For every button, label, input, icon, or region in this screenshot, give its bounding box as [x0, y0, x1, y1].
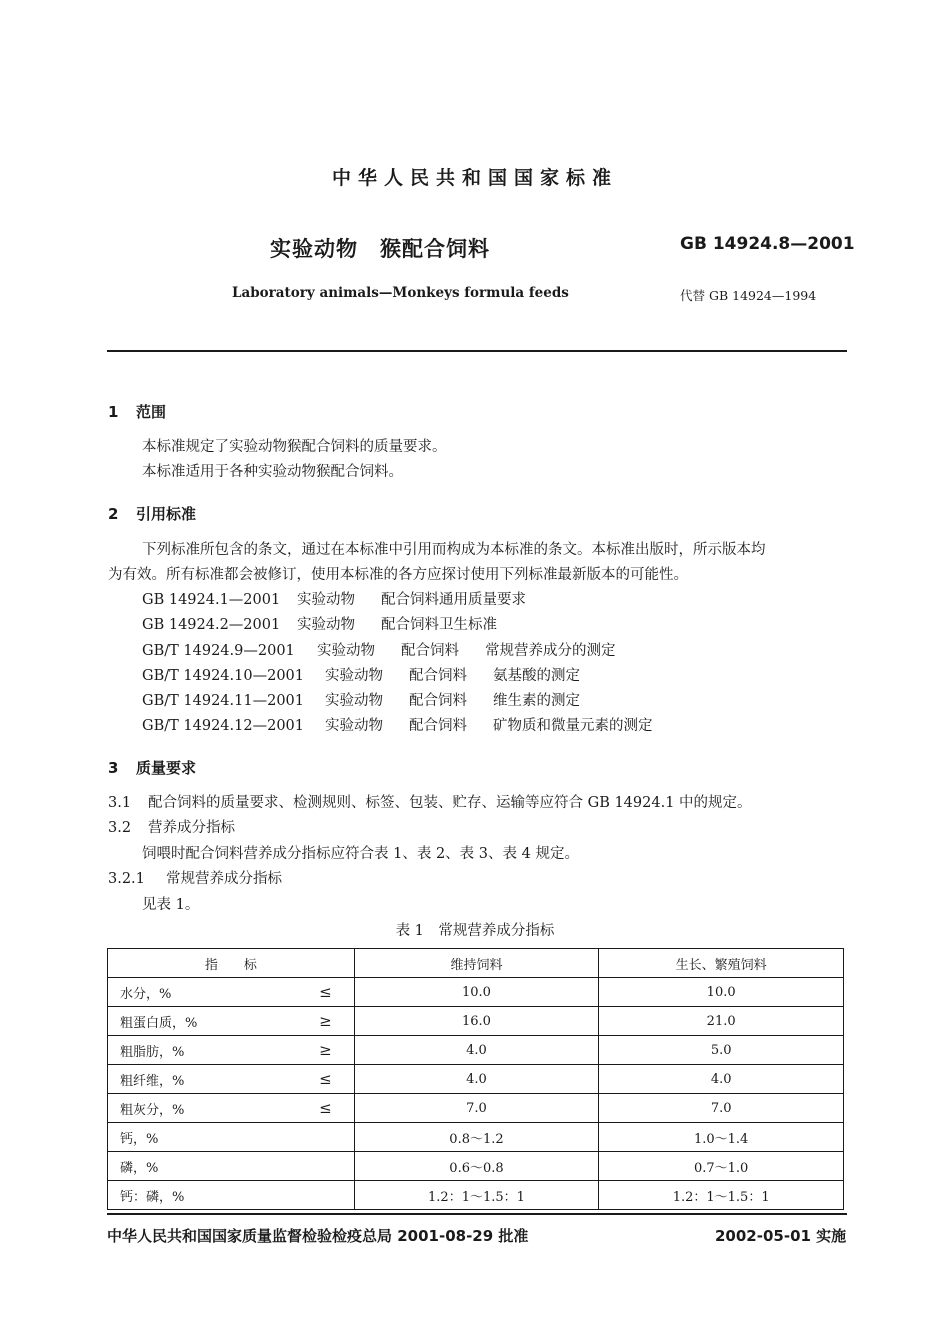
table-row	[108, 1123, 844, 1152]
replaces-note: 代替 GB 14924—1994	[680, 288, 817, 303]
clause-3-2-1-number: 3.2.1	[108, 871, 145, 887]
clause-3-2-1-text: 见表 1。	[142, 897, 200, 913]
section-1-para-2: 本标准适用于各种实验动物猴配合饲料。	[142, 464, 403, 480]
clause-3-2-number: 3.2	[108, 820, 132, 836]
reference-part-c: 常规营养成分的测定	[485, 643, 616, 659]
cell-maintain: 1.2：1～1.5：1	[354, 1181, 599, 1210]
reference-item	[142, 714, 653, 739]
implementation-date: 2002-05-01 实施	[715, 1227, 847, 1245]
cell-maintain: 0.8～1.2	[354, 1123, 599, 1152]
cell-maintain: 10.0	[354, 978, 599, 1007]
table-row	[108, 1065, 844, 1094]
section-2-intro-line-2: 为有效。所有标准都会被修订，使用本标准的各方应探讨使用下列标准最新版本的可能性。	[108, 567, 688, 583]
reference-item	[142, 664, 580, 689]
reference-item	[142, 639, 616, 664]
reference-part-a: 实验动物	[325, 668, 383, 684]
national-standard-heading: 中华人民共和国国家标准	[331, 167, 618, 189]
reference-code: GB/T 14924.9—2001	[142, 643, 295, 659]
cell-growth: 0.7～1.0	[599, 1152, 844, 1181]
section-3-title: 质量要求	[136, 759, 197, 777]
clause-3-1	[108, 791, 752, 816]
section-2-heading	[108, 503, 196, 524]
cell-growth: 7.0	[599, 1094, 844, 1123]
cell-maintain: 0.6～0.8	[354, 1152, 599, 1181]
section-2-title: 引用标准	[136, 505, 197, 523]
table-row	[108, 1036, 844, 1065]
section-3-number: 3	[108, 759, 119, 777]
section-1-number: 1	[108, 403, 119, 421]
reference-part-b: 配合饲料	[409, 693, 467, 709]
reference-part-a: 实验动物	[297, 592, 355, 608]
row-symbol: ≥	[319, 1041, 332, 1059]
table-row	[108, 978, 844, 1007]
row-name: 粗脂肪，%	[120, 1044, 185, 1060]
reference-item	[142, 588, 526, 613]
header-maintain: 维持饲料	[354, 949, 599, 978]
row-label	[108, 1181, 355, 1210]
reference-part-a: 实验动物	[325, 693, 383, 709]
reference-part-b: 配合饲料	[401, 643, 459, 659]
clause-3-2	[108, 816, 235, 841]
cell-growth: 10.0	[599, 978, 844, 1007]
row-label	[108, 1094, 355, 1123]
document-title-en: Laboratory animals—Monkeys formula feeds	[232, 285, 569, 301]
cell-growth: 5.0	[599, 1036, 844, 1065]
reference-item	[142, 613, 497, 638]
reference-part-b: 配合饲料	[409, 668, 467, 684]
row-name: 钙：磷，%	[120, 1189, 185, 1205]
header-indicator: 指 标	[108, 949, 355, 978]
document-title-cn: 实验动物 猴配合饲料	[270, 237, 490, 261]
standard-number: GB 14924.8—2001	[680, 234, 855, 254]
row-label	[108, 1152, 355, 1181]
reference-code: GB/T 14924.12—2001	[142, 718, 304, 734]
section-3-heading	[108, 757, 196, 778]
cell-maintain: 4.0	[354, 1036, 599, 1065]
header-growth: 生长、繁殖饲料	[599, 949, 844, 978]
reference-part-c: 维生素的测定	[493, 693, 580, 709]
clause-3-1-text: 配合饲料的质量要求、检测规则、标签、包装、贮存、运输等应符合 GB 14924.1 中的规定。	[148, 795, 752, 811]
clause-3-2-text: 饲喂时配合饲料营养成分指标应符合表 1、表 2、表 3、表 4 规定。	[142, 846, 579, 862]
approval-line: 中华人民共和国国家质量监督检验检疫总局 2001-08-29 批准	[107, 1227, 529, 1245]
row-name: 钙，%	[120, 1131, 159, 1147]
reference-part-a: 实验动物	[297, 617, 355, 633]
reference-part-a: 实验动物	[317, 643, 375, 659]
section-1-title: 范围	[136, 403, 167, 421]
cell-growth: 21.0	[599, 1007, 844, 1036]
reference-part-c: 氨基酸的测定	[493, 668, 580, 684]
row-name: 粗纤维，%	[120, 1073, 185, 1089]
clause-3-1-number: 3.1	[108, 795, 132, 811]
row-symbol: ≥	[319, 1012, 332, 1030]
cell-maintain: 4.0	[354, 1065, 599, 1094]
row-name: 粗蛋白质，%	[120, 1015, 198, 1031]
reference-part-c: 矿物质和微量元素的测定	[493, 718, 653, 734]
reference-code: GB/T 14924.10—2001	[142, 668, 304, 684]
row-label	[108, 1123, 355, 1152]
table-1-caption: 表 1 常规营养成分指标	[395, 923, 555, 939]
section-2-number: 2	[108, 505, 119, 523]
row-label	[108, 1007, 355, 1036]
row-symbol: ≤	[319, 983, 332, 1001]
table-row	[108, 1152, 844, 1181]
row-label	[108, 978, 355, 1007]
cell-maintain: 7.0	[354, 1094, 599, 1123]
cell-growth: 4.0	[599, 1065, 844, 1094]
clause-3-2-1-title: 常规营养成分指标	[166, 871, 282, 887]
table-row	[108, 1181, 844, 1210]
row-label	[108, 1065, 355, 1094]
footer-divider	[107, 1213, 847, 1215]
reference-code: GB/T 14924.11—2001	[142, 693, 304, 709]
row-symbol: ≤	[319, 1070, 332, 1088]
reference-part-b: 配合饲料	[409, 718, 467, 734]
reference-code: GB 14924.2—2001	[142, 617, 281, 633]
reference-part-b: 配合饲料通用质量要求	[381, 592, 526, 608]
reference-item	[142, 689, 580, 714]
section-2-intro-line-1: 下列标准所包含的条文，通过在本标准中引用而构成为本标准的条文。本标准出版时，所示版本均	[142, 542, 766, 558]
reference-part-b: 配合饲料卫生标准	[381, 617, 497, 633]
row-label	[108, 1036, 355, 1065]
row-name: 水分，%	[120, 986, 172, 1002]
cell-growth: 1.2：1～1.5：1	[599, 1181, 844, 1210]
row-name: 粗灰分，%	[120, 1102, 185, 1118]
table-row	[108, 1007, 844, 1036]
row-symbol: ≤	[319, 1099, 332, 1117]
nutrition-table	[107, 948, 844, 1210]
section-1-heading	[108, 401, 166, 422]
table-row	[108, 1094, 844, 1123]
cell-maintain: 16.0	[354, 1007, 599, 1036]
reference-part-a: 实验动物	[325, 718, 383, 734]
section-1-para-1: 本标准规定了实验动物猴配合饲料的质量要求。	[142, 439, 447, 455]
table-header-row	[108, 949, 844, 978]
row-name: 磷，%	[120, 1160, 159, 1176]
header-divider	[107, 350, 847, 352]
clause-3-2-1	[108, 867, 282, 892]
cell-growth: 1.0～1.4	[599, 1123, 844, 1152]
reference-code: GB 14924.1—2001	[142, 592, 281, 608]
clause-3-2-title: 营养成分指标	[148, 820, 235, 836]
